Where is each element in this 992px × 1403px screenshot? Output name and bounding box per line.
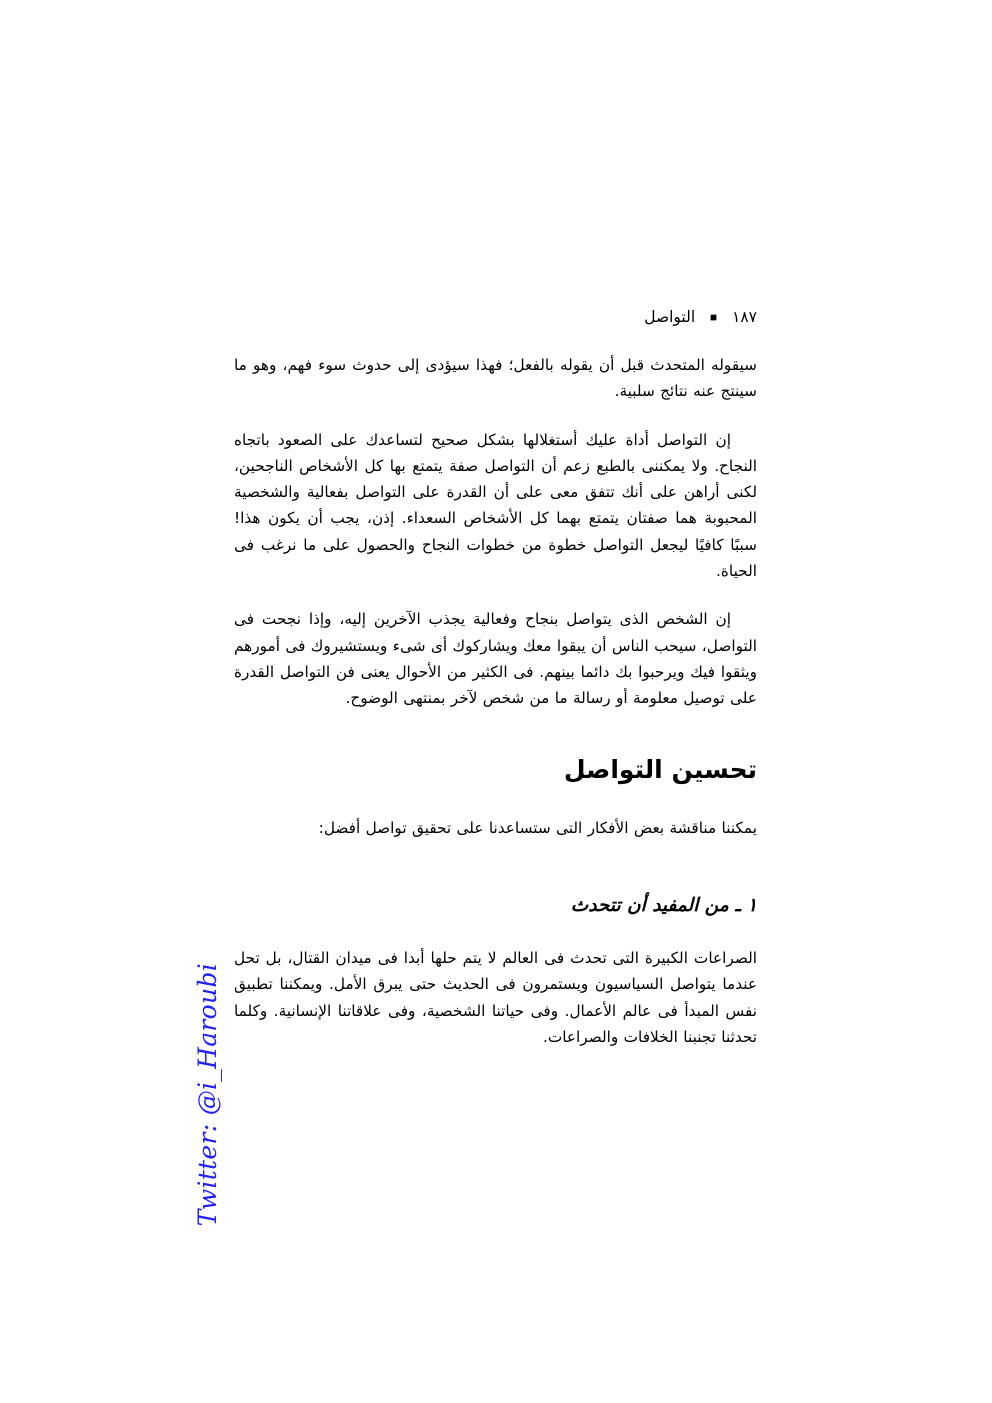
twitter-watermark: Twitter: @i_Haroubi xyxy=(193,963,222,1227)
spacer xyxy=(234,785,757,815)
intro-line: يمكننا مناقشة بعض الأفكار التى ستساعدنا على تحقيق تواصل أفضل: xyxy=(318,818,757,837)
paragraph: إن الشخص الذى يتواصل بنجاح وفعالية يجذب الآخرين إليه، وإذا نجحت فى التواصل، سيحب الناس أن يبقوا معك ويشاركوك أى شىء ويستشيروك فى أمورهم ويثقوا فيك ويرحبوا بك دائما بينهم. فى الكثير من الأحوال يعنى فن التواصل القدرة على توصيل معلومة أو رسالة ما من شخص لآخر بمنتهى الوضوح. xyxy=(234,610,757,708)
running-header xyxy=(235,308,757,327)
spacer xyxy=(234,918,757,945)
page-number: ١٨٧ xyxy=(732,308,757,326)
paragraph: الصراعات الكبيرة التى تحدث فى العالم لا يتم حلها أبدا فى ميدان القتال، بل تحل عندما يتواصل السياسيون ويستمرون فى الحديث حتى يبرق الأمل. ويمكننا تطبيق نفس المبدأ فى عالم الأعمال. وفى حياتنا الشخصية، وفى علاقاتنا الإنسانية. وكلما تحدثنا تجنبنا الخلافات والصراعات. xyxy=(234,949,757,1047)
spacer xyxy=(234,863,757,894)
section-heading: تحسين التواصل xyxy=(563,754,757,784)
numbered-sub-heading: ١ ـ من المفيد أن تتحدث xyxy=(570,895,757,917)
page-content xyxy=(234,352,757,1072)
paragraph: سيقوله المتحدث قبل أن يقوله بالفعل؛ فهذا سيؤدى إلى حدوث سوء فهم، وهو ما سينتج عنه نتائج سلبية. xyxy=(234,356,757,401)
running-header-title: التواصل xyxy=(644,308,696,326)
square-ornament-icon xyxy=(709,313,718,322)
spacer xyxy=(234,734,757,754)
paragraph: إن التواصل أداة عليك أستغلالها بشكل صحيح لتساعدك على الصعود باتجاه النجاح. ولا يمكننى بالطبع زعم أن التواصل صفة يتمتع بها كل الأشخاص الناجحين، لكنى أراهن على أنك تتفق معى على أن القدرة على التواصل بفعالية والشخصية المحبوبة هما صفتان يتمتع بهما كل الأشخاص السعداء. إذن، يجب أن يكون هذا! سببًا كافيًا ليجعل التواصل خطوة من خطوات النجاح والحصول على ما نرغب فى الحياة. xyxy=(234,430,757,581)
